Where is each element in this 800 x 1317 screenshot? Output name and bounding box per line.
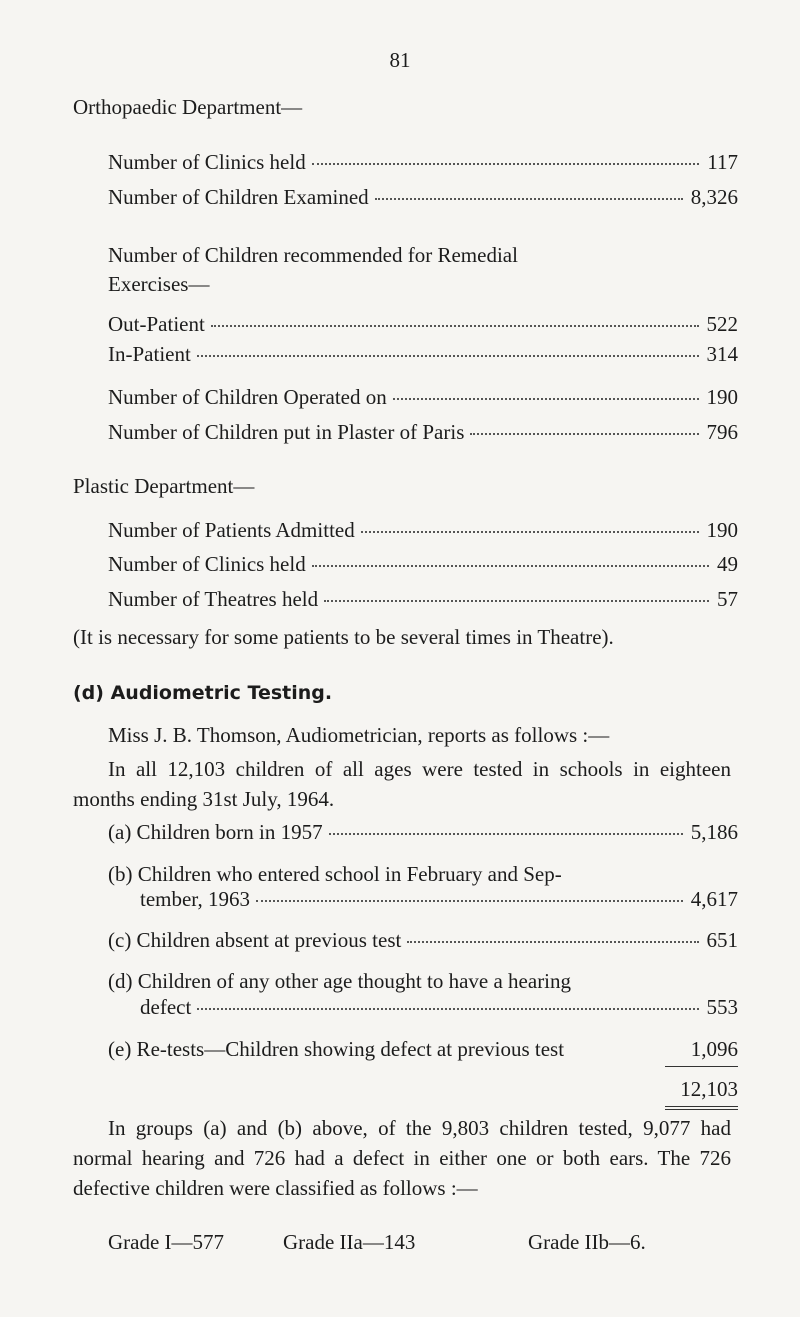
item-d-row xyxy=(140,995,738,1019)
remedial-heading-line-1: Number of Children recommended for Remedial xyxy=(108,243,518,267)
row-label: (a) Children born in 1957 xyxy=(108,820,323,844)
audiometric-paragraph-1: In all 12,103 children of all ages were tested in schools in eighteen months ending 31st July, 1964. xyxy=(73,757,731,811)
row-value: 651 xyxy=(706,928,738,952)
dot-leader xyxy=(312,565,709,567)
row-label: Out-Patient xyxy=(108,312,205,336)
row-value: 314 xyxy=(706,342,738,366)
total-rule-bottom-double xyxy=(665,1109,738,1110)
row-value: 1,096 xyxy=(690,1037,738,1061)
dot-leader xyxy=(407,941,698,943)
theatre-note: (It is necessary for some patients to be several times in Theatre). xyxy=(73,625,614,649)
plaster-row xyxy=(108,420,738,444)
dot-leader xyxy=(393,398,699,400)
plastic-clinics-row xyxy=(108,552,738,576)
orthopaedic-clinics-row xyxy=(108,150,738,174)
grade-2a: Grade IIa—143 xyxy=(283,1230,416,1254)
orthopaedic-heading: Orthopaedic Department— xyxy=(73,95,303,119)
row-label: Number of Children Examined xyxy=(108,185,369,209)
row-label: Number of Patients Admitted xyxy=(108,518,355,542)
grade-2b: Grade IIb—6. xyxy=(528,1230,646,1254)
item-b-line-1: (b) Children who entered school in February and Sep- xyxy=(108,862,562,886)
audiometric-intro: Miss J. B. Thomson, Audiometrician, reports as follows :— xyxy=(108,723,610,747)
operated-on-row xyxy=(108,385,738,409)
dot-leader xyxy=(470,433,698,435)
row-label: (e) Re-tests—Children showing defect at previous test xyxy=(108,1037,565,1061)
dot-leader xyxy=(329,833,683,835)
out-patient-row xyxy=(108,312,738,336)
patients-admitted-row xyxy=(108,518,738,542)
page-number: 81 xyxy=(389,48,411,72)
row-value: 553 xyxy=(706,995,738,1019)
in-patient-row xyxy=(108,342,738,366)
dot-leader xyxy=(312,163,700,165)
row-label: Number of Clinics held xyxy=(108,150,306,174)
row-label: Number of Clinics held xyxy=(108,552,306,576)
row-label: In-Patient xyxy=(108,342,191,366)
row-value: 117 xyxy=(707,150,738,174)
item-d-line-1: (d) Children of any other age thought to have a hearing xyxy=(108,969,572,993)
total-rule-bottom xyxy=(665,1106,738,1107)
row-label: tember, 1963 xyxy=(140,887,250,911)
row-value: 5,186 xyxy=(690,820,738,844)
grade-1: Grade I—577 xyxy=(108,1230,225,1254)
dot-leader xyxy=(197,1008,698,1010)
row-label: defect xyxy=(140,995,192,1019)
item-e-row xyxy=(108,1037,738,1061)
item-b-row xyxy=(140,887,738,911)
item-a-row xyxy=(108,820,738,844)
row-label: Number of Children Operated on xyxy=(108,385,387,409)
row-value: 522 xyxy=(706,312,738,336)
theatres-held-row xyxy=(108,587,738,611)
item-c-row xyxy=(108,928,738,952)
row-value: 57 xyxy=(717,587,738,611)
plastic-heading: Plastic Department— xyxy=(73,474,255,498)
remedial-heading-line-2: Exercises— xyxy=(108,272,210,296)
total-rule-top xyxy=(665,1066,738,1067)
row-label: Number of Theatres held xyxy=(108,587,319,611)
row-value: 190 xyxy=(706,385,738,409)
dot-leader xyxy=(375,198,683,200)
row-value: 49 xyxy=(717,552,738,576)
orthopaedic-examined-row xyxy=(108,185,738,209)
row-label: Number of Children put in Plaster of Paris xyxy=(108,420,465,444)
row-value: 190 xyxy=(706,518,738,542)
row-value: 796 xyxy=(706,420,738,444)
audiometric-paragraph-2: In groups (a) and (b) above, of the 9,803 children tested, 9,077 had normal hearing and 726 had a defect in either one or both ears. The 726 defective children were classified as follows :— xyxy=(73,1116,731,1200)
row-value: 4,617 xyxy=(690,887,738,911)
dot-leader xyxy=(256,900,683,902)
dot-leader xyxy=(324,600,709,602)
dot-leader xyxy=(211,325,699,327)
row-label: (c) Children absent at previous test xyxy=(108,928,402,952)
dot-leader xyxy=(361,531,699,533)
audiometric-heading: (d) Audiometric Testing. xyxy=(73,682,333,704)
dot-leader xyxy=(197,355,699,357)
total-value: 12,103 xyxy=(680,1077,738,1101)
row-value: 8,326 xyxy=(690,185,738,209)
